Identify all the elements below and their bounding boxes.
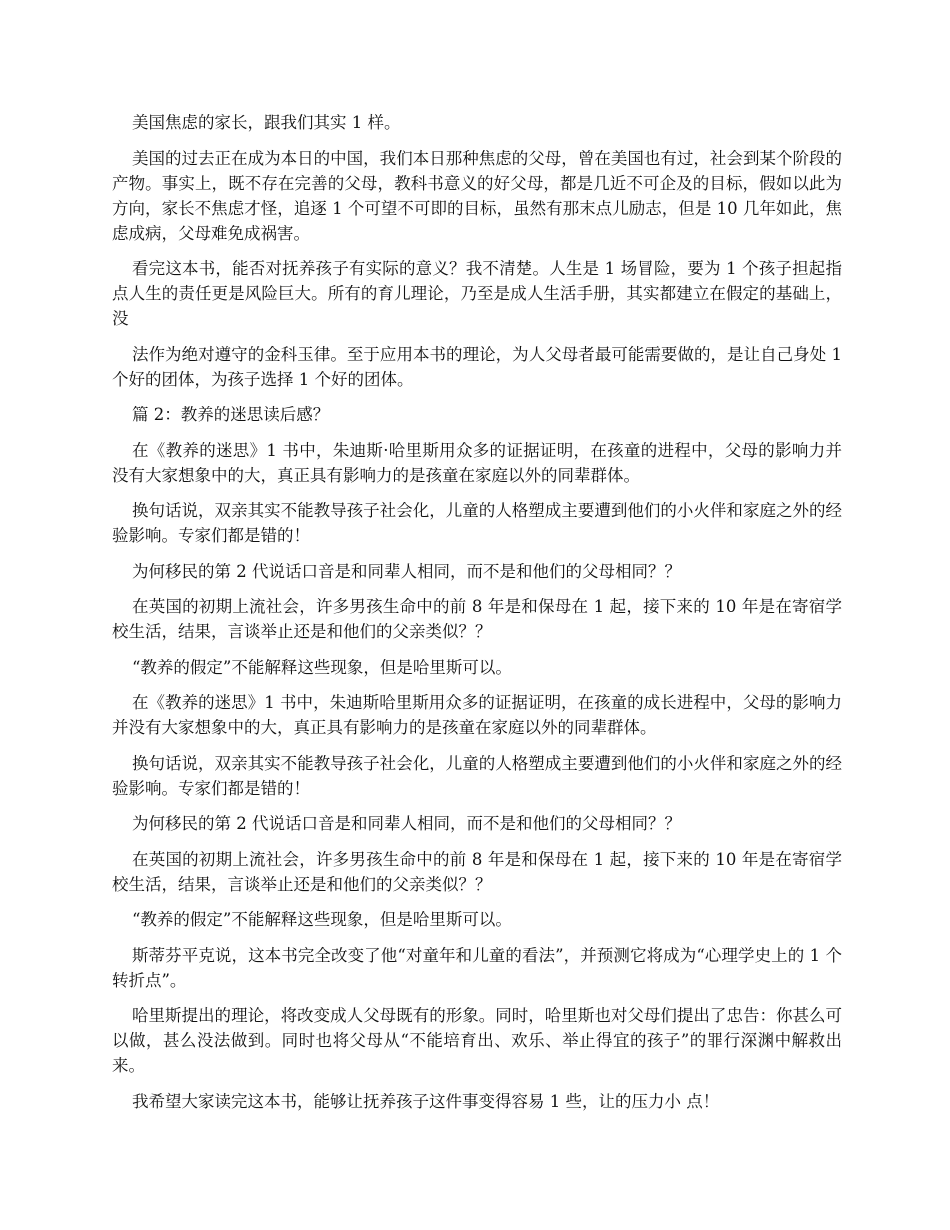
paragraph: 美国的过去正在成为本日的中国，我们本日那种焦虑的父母，曾在美国也有过，社会到某个阶段的产物。事实上，既不存在完善的父母，教科书意义的好父母，都是几近不可企及的目标，假如以此为方向，家长不焦虑才怪，追逐 1 个可望不可即的目标，虽然有那末点儿励志，但是 10 几年如此，焦虑成病，父母难免成祸害。 <box>112 148 842 243</box>
paragraph: 我希望大家读完这本书，能够让抚养孩子这件事变得容易 1 些，让的压力小 点！ <box>132 1091 720 1111</box>
section-heading: 篇 2：教养的迷思读后感？ <box>132 405 330 424</box>
paragraph: 哈里斯提出的理论，将改变成人父母既有的形象。同时，哈里斯也对父母们提出了忠告：你甚么可以做，甚么没法做到。同时也将父母从“不能培育出、欢乐、举止得宜的孩子”的罪行深渊中解救出来。 <box>112 1006 842 1075</box>
paragraph: 在《教养的迷思》1 书中，朱迪斯·哈里斯用众多的证据证明，在孩童的进程中，父母的影响力并没有大家想象中的大，真正具有影响力的是孩童在家庭以外的同辈群体。 <box>112 440 842 485</box>
paragraph: 斯蒂芬平克说，这本书完全改变了他“对童年和儿童的看法”，并预测它将成为“心理学史上的 1 个转折点”。 <box>112 945 842 990</box>
paragraph: 换句话说，双亲其实不能教导孩子社会化，儿童的人格塑成主要遭到他们的小火伴和家庭之外的经验影响。专家们都是错的！ <box>112 501 842 545</box>
paragraph: 换句话说，双亲其实不能教导孩子社会化，儿童的人格塑成主要遭到他们的小火伴和家庭之外的经验影响。专家们都是错的！ <box>112 753 842 798</box>
paragraph: “教养的假定”不能解释这些现象，但是哈里斯可以。 <box>132 910 512 929</box>
paragraph: 美国焦虑的家长，跟我们其实 1 样。 <box>132 113 401 132</box>
paragraph: 为何移民的第 2 代说话口音是和同辈人相同，而不是和他们的父母相同？？ <box>132 814 681 833</box>
paragraph: 看完这本书，能否对抚养孩子有实际的意义？我不清楚。人生是 1 场冒险，要为 1 个孩子担起指点人生的责任更是风险巨大。所有的育儿理论，乃至是成人生活手册，其实都建立在假定的基础上，没 <box>112 259 842 328</box>
paragraph: “教养的假定”不能解释这些现象，但是哈里斯可以。 <box>132 657 512 677</box>
paragraph: 法作为绝对遵守的金科玉律。至于应用本书的理论，为人父母者最可能需要做的，是让自己身处 1 个好的团体，为孩子选择 1 个好的团体。 <box>112 344 842 389</box>
paragraph: 在英国的初期上流社会，许多男孩生命中的前 8 年是和保母在 1 起，接下来的 10 年是在寄宿学校生活，结果，言谈举止还是和他们的父亲类似？？ <box>112 849 842 894</box>
paragraph: 为何移民的第 2 代说话口音是和同辈人相同，而不是和他们的父母相同？？ <box>132 561 681 581</box>
paragraph: 在《教养的迷思》1 书中，朱迪斯哈里斯用众多的证据证明，在孩童的成长进程中，父母的影响力并没有大家想象中的大，真正具有影响力的是孩童在家庭以外的同辈群体。 <box>112 693 842 737</box>
paragraph: 在英国的初期上流社会，许多男孩生命中的前 8 年是和保母在 1 起，接下来的 10 年是在寄宿学校生活，结果，言谈举止还是和他们的父亲类似？？ <box>112 597 842 641</box>
document-body <box>112 110 842 1124</box>
